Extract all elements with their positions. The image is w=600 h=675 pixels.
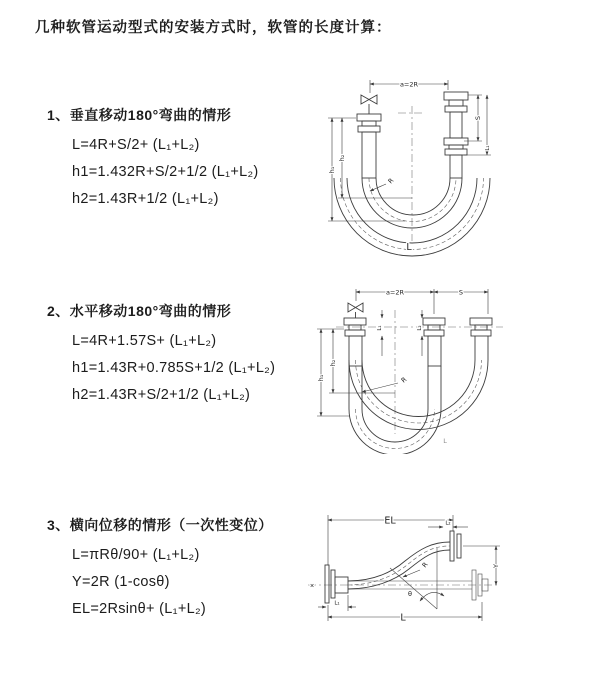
section-horizontal-movement — [47, 301, 275, 409]
flange — [444, 138, 468, 155]
dim-label-s: S — [474, 115, 482, 121]
dim-label-s: S — [458, 288, 464, 297]
dimension-span — [370, 80, 448, 93]
dimension-fitting-middle — [417, 310, 423, 356]
section-3-heading: 3、横向位移的情形（一次性变位） — [47, 517, 273, 533]
dimension-h2 — [338, 118, 412, 198]
dim-label-h2: h₂ — [329, 359, 337, 367]
diagram-horizontal-180-bend — [310, 280, 552, 454]
radius-label: R — [399, 375, 409, 385]
dim-label-l1: L₁ — [377, 325, 383, 331]
dim-label-a2r: a=2R — [399, 80, 419, 89]
theta-label: θ — [408, 590, 412, 598]
dim-label-l: L — [400, 612, 406, 624]
radius-label: R — [420, 560, 430, 570]
formula-h2: h2=1.43R+1/2 (L₁+L₂) — [72, 191, 219, 207]
dimension-l1 — [318, 595, 356, 611]
dimension-el — [328, 515, 453, 565]
dim-label-h2: h₂ — [338, 154, 346, 162]
dimension-y — [463, 546, 500, 585]
construction-lines — [390, 548, 437, 609]
hose-braided-section — [450, 155, 462, 178]
formula-length: L=4R+1.57S+ (L₁+L₂) — [72, 333, 217, 349]
dim-label-l2: L₂ — [445, 520, 451, 527]
hose-braided-section — [428, 336, 441, 366]
length-label: L — [443, 437, 447, 445]
dim-label-l1: L₁ — [334, 600, 340, 607]
document-title: 几种软管运动型式的安装方式时，软管的长度计算： — [35, 20, 392, 36]
dimension-l2 — [428, 521, 468, 528]
hose-wall — [349, 366, 362, 409]
dim-label-l1: L₁ — [485, 145, 491, 151]
dimension-fitting — [464, 95, 491, 155]
dimension-stroke — [464, 95, 482, 141]
dimension-fitting-left — [377, 310, 383, 356]
flange — [450, 531, 461, 561]
formula-h2: h2=1.43R+S/2+1/2 (L₁+L₂) — [72, 387, 251, 403]
formula-length: L=πRθ/90+ (L₁+L₂) — [72, 547, 200, 563]
dimension-l — [328, 602, 482, 624]
formula-length: L=4R+S/2+ (L₁+L₂) — [72, 137, 200, 153]
formula-el: EL=2Rsinθ+ (L₁+L₂) — [72, 601, 207, 617]
section-vertical-movement — [47, 105, 259, 213]
u-curve-hose-moved — [349, 360, 488, 430]
formula-y: Y=2R (1-cosθ) — [72, 574, 170, 590]
dim-label-h1: h₁ — [328, 166, 336, 174]
dim-label-el: EL — [384, 515, 396, 527]
radius-label: R — [386, 176, 396, 186]
formula-h1: h1=1.43R+0.785S+1/2 (L₁+L₂) — [72, 360, 276, 376]
formula-h1: h1=1.432R+S/2+1/2 (L₁+L₂) — [72, 164, 259, 180]
pipe-wall — [475, 336, 488, 360]
flange — [357, 114, 381, 132]
centerline-end-mark: ✕ — [309, 583, 315, 590]
flange — [444, 92, 468, 112]
hose-braided-section — [362, 132, 376, 178]
dimension-h1 — [328, 118, 405, 221]
s-curve-hose — [348, 542, 450, 589]
dim-label-a2r: a=2R — [385, 288, 405, 297]
diagram-vertical-180-bend — [312, 70, 532, 262]
flange — [325, 565, 348, 603]
valve-icon — [348, 303, 363, 318]
dim-label-y: Y — [492, 564, 500, 568]
valve-icon — [361, 95, 377, 114]
section-2-heading: 2、水平移动180°弯曲的情形 — [47, 303, 232, 319]
diagram-lateral-displacement — [298, 503, 565, 640]
dim-label-l2: L₂ — [417, 325, 423, 331]
section-lateral-displacement — [47, 515, 273, 623]
length-label: L — [406, 242, 412, 253]
radius-callout — [362, 375, 409, 392]
dim-label-h1: h₁ — [317, 374, 325, 382]
pipe-section — [450, 112, 462, 138]
hose-wall — [428, 366, 441, 409]
dimension-h1 — [317, 329, 350, 416]
section-1-heading: 1、垂直移动180°弯曲的情形 — [47, 107, 232, 123]
radius-callout — [370, 176, 396, 191]
